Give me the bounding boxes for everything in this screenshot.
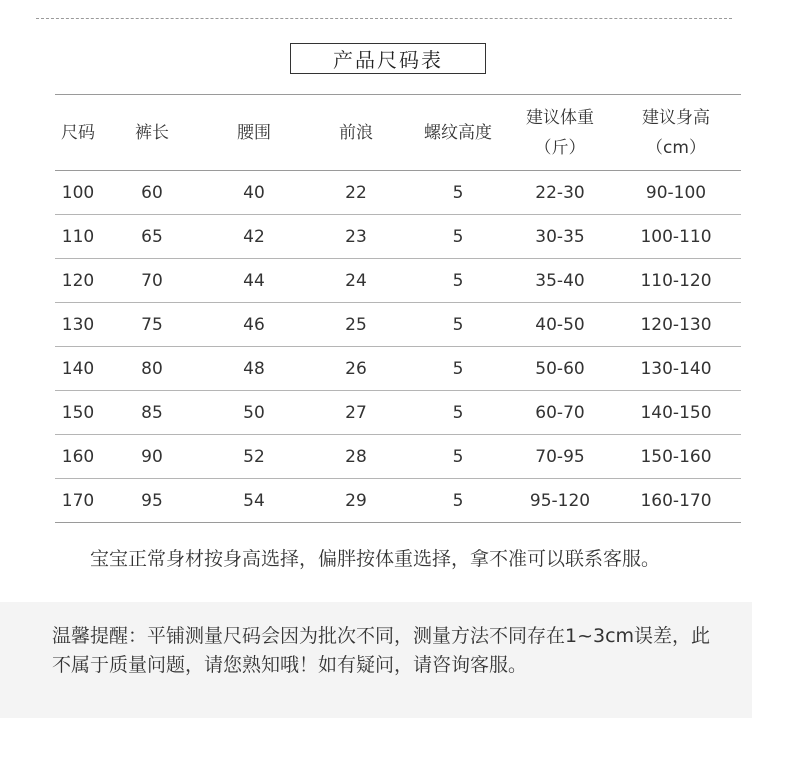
header-front-rise: 前浪 [305, 95, 407, 171]
table-row [55, 391, 741, 435]
header-suggested-height: 建议身高 （cm） [611, 95, 741, 171]
cell-rib-height: 5 [407, 215, 509, 259]
cell-suggested-weight: 22-30 [509, 171, 611, 215]
cell-front-rise: 23 [305, 215, 407, 259]
cell-suggested-weight: 70-95 [509, 435, 611, 479]
page-title: 产品尺码表 [290, 43, 486, 74]
cell-size: 160 [55, 435, 101, 479]
cell-rib-height: 5 [407, 391, 509, 435]
cell-pants-length: 80 [101, 347, 203, 391]
cell-waist: 54 [203, 479, 305, 523]
cell-waist: 46 [203, 303, 305, 347]
cell-pants-length: 75 [101, 303, 203, 347]
cell-suggested-weight: 35-40 [509, 259, 611, 303]
measurement-reminder: 温馨提醒：平铺测量尺码会因为批次不同，测量方法不同存在1~3cm误差，此不属于质量问题，请您熟知哦！如有疑问，请咨询客服。 [52, 625, 711, 676]
cell-waist: 42 [203, 215, 305, 259]
cell-pants-length: 65 [101, 215, 203, 259]
cell-suggested-weight: 50-60 [509, 347, 611, 391]
cell-pants-length: 60 [101, 171, 203, 215]
table-row [55, 259, 741, 303]
cell-front-rise: 22 [305, 171, 407, 215]
cell-size: 120 [55, 259, 101, 303]
table-row [55, 215, 741, 259]
header-size: 尺码 [55, 95, 101, 171]
cell-waist: 48 [203, 347, 305, 391]
cell-rib-height: 5 [407, 435, 509, 479]
cell-suggested-height: 130-140 [611, 347, 741, 391]
top-dashed-divider [36, 18, 732, 19]
cell-front-rise: 29 [305, 479, 407, 523]
cell-rib-height: 5 [407, 259, 509, 303]
cell-suggested-weight: 40-50 [509, 303, 611, 347]
table-row [55, 347, 741, 391]
cell-suggested-weight: 30-35 [509, 215, 611, 259]
cell-front-rise: 28 [305, 435, 407, 479]
table-row [55, 303, 741, 347]
header-rib-height: 螺纹高度 [407, 95, 509, 171]
cell-suggested-height: 140-150 [611, 391, 741, 435]
cell-rib-height: 5 [407, 479, 509, 523]
cell-front-rise: 24 [305, 259, 407, 303]
header-pants-length: 裤长 [101, 95, 203, 171]
cell-rib-height: 5 [407, 171, 509, 215]
cell-front-rise: 25 [305, 303, 407, 347]
size-chart-table [55, 94, 741, 523]
cell-suggested-weight: 60-70 [509, 391, 611, 435]
cell-waist: 50 [203, 391, 305, 435]
table-row [55, 171, 741, 215]
cell-suggested-height: 100-110 [611, 215, 741, 259]
cell-waist: 40 [203, 171, 305, 215]
table-row [55, 479, 741, 523]
cell-size: 140 [55, 347, 101, 391]
cell-suggested-height: 110-120 [611, 259, 741, 303]
cell-suggested-weight: 95-120 [509, 479, 611, 523]
cell-rib-height: 5 [407, 347, 509, 391]
cell-pants-length: 95 [101, 479, 203, 523]
header-suggested-weight: 建议体重 （斤） [509, 95, 611, 171]
cell-suggested-height: 120-130 [611, 303, 741, 347]
cell-front-rise: 27 [305, 391, 407, 435]
cell-rib-height: 5 [407, 303, 509, 347]
cell-suggested-height: 160-170 [611, 479, 741, 523]
cell-front-rise: 26 [305, 347, 407, 391]
table-row [55, 435, 741, 479]
header-waist: 腰围 [203, 95, 305, 171]
cell-waist: 52 [203, 435, 305, 479]
cell-pants-length: 70 [101, 259, 203, 303]
cell-pants-length: 85 [101, 391, 203, 435]
sizing-advice-note: 宝宝正常身材按身高选择，偏胖按体重选择，拿不准可以联系客服。 [89, 548, 660, 570]
cell-size: 130 [55, 303, 101, 347]
cell-suggested-height: 150-160 [611, 435, 741, 479]
cell-waist: 44 [203, 259, 305, 303]
cell-size: 100 [55, 171, 101, 215]
table-header-row [55, 95, 741, 171]
cell-suggested-height: 90-100 [611, 171, 741, 215]
cell-size: 150 [55, 391, 101, 435]
cell-size: 170 [55, 479, 101, 523]
cell-pants-length: 90 [101, 435, 203, 479]
cell-size: 110 [55, 215, 101, 259]
